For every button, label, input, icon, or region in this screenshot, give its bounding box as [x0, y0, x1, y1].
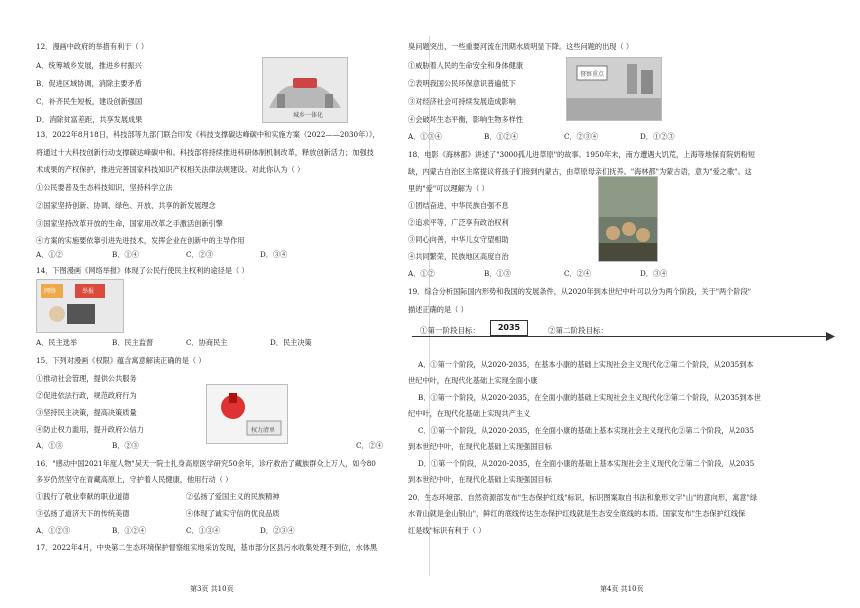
q17-item-1: ①威胁着人民的生命安全和身体健康: [408, 61, 524, 70]
q15-option-b: B．②③: [112, 441, 139, 450]
q16-option-b: B．①②④: [112, 526, 147, 535]
q18-item-1: ①团结奋进，中华民族自强不息: [408, 201, 509, 210]
q19-choice-a-line-1: A．①第一个阶段，从2020-2035，在基本小康的基础上实现社会主义现代化②第二个阶段，从2035到本: [418, 360, 754, 369]
timeline-stage-2: ②第二阶段目标：: [548, 326, 608, 335]
q15-cartoon-image: [206, 384, 288, 444]
q17-item-4: ④会破坏生态平衡，影响生物多样性: [408, 115, 524, 124]
q14-option-c: C．协商民主: [186, 338, 228, 347]
q14-option-d: D．民主决策: [270, 338, 312, 347]
q20-line-1: 20．生态环境部、自然资源部发布"生态保护红线"标识，标识图案取自书法和象形文字"山"的意向形，寓意"绿: [408, 493, 758, 502]
q17-option-a: A．①③④: [408, 132, 442, 141]
q19-choice-b-line-1: B．①第一个阶段，从2020-2035，在全面小康的基础上实现社会主义现代化②第二个阶段，从2035到本世: [418, 393, 761, 402]
q15-item-4: ④防止权力滥用，提升政府公信力: [36, 425, 144, 434]
q16-option-d: D．②③④: [260, 526, 295, 535]
q18-item-3: ③同心向善，中华儿女守望相助: [408, 235, 509, 244]
q18-option-d: D．③④: [640, 269, 668, 278]
q18-item-2: ②追求平等，广泛享有政治权利: [408, 218, 509, 227]
q16-option-a: A．①②③: [36, 526, 70, 535]
q18-item-4: ④共同繁荣，民族地区高度自治: [408, 252, 509, 261]
q15-item-3: ③坚持民主决策，提高决策质量: [36, 408, 137, 417]
q15-option-c: C．②④: [356, 441, 384, 450]
right-page: [408, 0, 860, 608]
q19-line-2: 描述正确的是（ ）: [408, 305, 468, 314]
q13-line-2: 将通过十大科技创新行动支撑碳达峰碳中和。科技部将持续推进科研体制机制改革，释放创新活力；加强技: [36, 148, 374, 157]
q15-stem: 15．下列对漫画《权限》蕴含寓意解读正确的是（ ）: [36, 356, 206, 365]
q13-item-3: ③国家坚持改革开放的生命，国家用改革之手激活创新引擎: [36, 219, 223, 228]
q13-item-2: ②国家坚持创新、协调、绿色、开放、共享的新发展理念: [36, 201, 216, 210]
q14-option-b: B．民主监督: [112, 338, 154, 347]
q16-item-4: ④体现了诚实守信的优良品质: [186, 509, 280, 518]
q12-option-c: C．补齐民生短板，建设创新强国: [36, 97, 143, 106]
q18-option-a: A．①②: [408, 269, 435, 278]
q19-choice-b-line-2: 纪中叶，在现代化基础上实现共产主义: [408, 409, 531, 418]
q18-line-2: 缺，内蒙古自治区主席提议将孩子们接到内蒙古，由草原母亲们抚养。"海林都"为蒙古语，意为"爱之歌"。这: [408, 167, 752, 176]
q13-option-d: D．③④: [260, 250, 288, 259]
q13-line-1: 13．2022年8月18日，科技部等九部门联合印发《科技支撑碳达峰碳中和实施方案（2022——2030年）》，: [36, 130, 380, 139]
q15-option-a: A．①③: [36, 441, 63, 450]
q17-photo: [566, 57, 662, 121]
city-river-photo-icon: [567, 58, 661, 120]
q16-option-c: C．①③④: [186, 526, 221, 535]
q20-line-2: 水青山就是金山银山"，鲜红的底线传达生态保护红线就是生态安全底线的本质。国家发布"生态保护红线保: [408, 509, 746, 518]
q20-line-3: 红是线"标识有利于（ ）: [408, 526, 486, 535]
q12-option-a: A．统筹城乡发展，推进乡村振兴: [36, 61, 142, 70]
q19-line-1: 19．综合分析国际国内形势和我国的发展条件，从2020年到本世纪中叶可以分为两个阶段，关于"两个阶段": [408, 287, 752, 296]
timeline-axis: [412, 336, 828, 337]
q16-item-3: ③弘扬了道济天下的传统美德: [36, 509, 130, 518]
q19-choice-a-line-2: 世纪中叶，在现代化基础上实现全面小康: [408, 376, 538, 385]
q14-caption-network: 网络: [44, 288, 57, 295]
timeline-stage-1: ①第一阶段目标：: [420, 326, 480, 335]
arrow-right-icon: [826, 332, 836, 341]
q12-image-caption: 城乡一体化: [293, 112, 324, 119]
q14-stem: 14．下图漫画《网络举报》体现了公民行使民主权利的途径是（ ）: [36, 266, 249, 275]
q12-option-d: D．消除贫富差距，共享发展成果: [36, 115, 143, 124]
q16-line-1: 16．"感动中国2021年度人物"吴天一院士扎身高原医学研究50余年，诊疗救治了藏族群众上万人，如今80: [36, 459, 376, 468]
q17-item-2: ②表明我国公民环保意识普遍低下: [408, 79, 516, 88]
q14-cartoon-image: [36, 279, 124, 333]
q16-item-2: ②弘扬了爱国主义的民族精神: [186, 492, 280, 501]
q15-image-caption: 权力清单: [251, 427, 276, 434]
q13-option-c: C．②③: [186, 250, 214, 259]
q19-choice-c-line-2: 到本世纪中叶，在现代化基础上实现强国目标: [408, 442, 552, 451]
q13-option-a: A．①②: [36, 250, 63, 259]
q12-option-b: B．促进区域协调，消除主要矛盾: [36, 79, 142, 88]
timeline-year-box: 2035: [490, 320, 528, 336]
q17-option-c: C．②③④: [564, 132, 599, 141]
q19-choice-c-line-1: C．①第一个阶段，从2020-2035，在全面小康的基础上基本实现社会主义现代化②第二个阶段，从2035: [418, 426, 754, 435]
movie-poster-icon: [599, 177, 657, 261]
q19-choice-d-line-2: 到本世纪中叶，在现代化基础上实现强国目标: [408, 475, 552, 484]
q16-line-2: 多岁仍然坚守在青藏高原上，守护着人民健康，他用行动（ ）: [36, 475, 233, 484]
q13-option-b: B．①④: [112, 250, 139, 259]
q17-item-3: ③对经济社会可持续发展造成影响: [408, 97, 516, 106]
stamp-cartoon-icon: [207, 385, 287, 443]
q18-option-c: C．②④: [564, 269, 592, 278]
q13-item-1: ①公民要普及生态科技知识，坚持科学立法: [36, 183, 173, 192]
q18-line-1: 18．电影《海林都》讲述了"3000孤儿进草原"的故事。1950年末，南方遭遇大饥荒，上海等地保育院奶粉短: [408, 150, 756, 159]
q15-item-2: ②促进依法行政，规范政府行为: [36, 391, 137, 400]
q13-line-3: 术成果的产权保护，推进完善国家科技知识产权相关法律法规建设。对此你认为（ ）: [36, 165, 305, 174]
q14-caption-report: 举报: [82, 288, 95, 295]
q17-option-b: B．①②④: [484, 132, 519, 141]
q17-option-d: D．①②③: [640, 132, 675, 141]
q18-line-3: 里的"爱"可以理解为（ ）: [408, 184, 489, 193]
q14-option-a: A．民主选举: [36, 338, 78, 347]
q12-cartoon-image: [262, 57, 348, 123]
q17-cont-line: 臭问题突出，一些重要河流在汛期水质明显下降。这些问题的出现（ ）: [408, 42, 634, 51]
q17-image-caption: 督察重点: [580, 71, 605, 78]
q19-choice-d-line-1: D．①第一个阶段，从2020-2035，在全面小康的基础上基本实现社会主义现代化②第二个阶段，从2035: [418, 459, 755, 468]
q18-option-b: B．①③: [484, 269, 511, 278]
q13-item-4: ④方案的实施要依靠引进先进技术，发挥企业在创新中的主导作用: [36, 236, 245, 245]
q17-line-1: 17．2022年4月，中央第二生态环境保护督察组实地采访发现，基市部分区县污水收集处理不到位，水体黑: [36, 543, 378, 552]
left-page-footer: 第3页 共10页: [190, 585, 234, 593]
q16-item-1: ①践行了敬业奉献的职业道德: [36, 492, 130, 501]
q15-item-1: ①推动社会管理，提供公共服务: [36, 374, 137, 383]
right-page-footer: 第4页 共10页: [600, 585, 644, 593]
q18-movie-poster: [598, 176, 658, 262]
q12-stem: 12．漫画中政府的举措有利于（ ）: [36, 42, 149, 51]
